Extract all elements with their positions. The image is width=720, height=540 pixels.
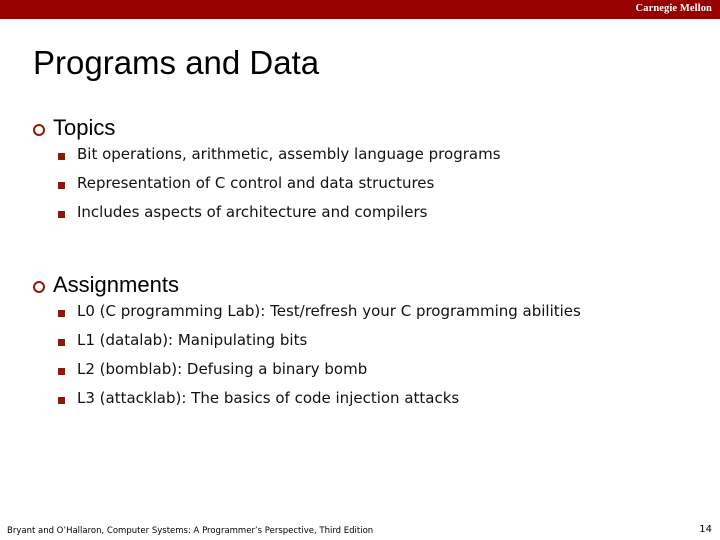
square-bullet-icon — [58, 182, 65, 189]
list-item-text: Representation of C control and data structures — [77, 174, 435, 192]
list-item-text: L2 (bomblab): Defusing a binary bomb — [77, 360, 368, 378]
square-bullet-icon — [58, 211, 65, 218]
footer-citation: Bryant and O’Hallaron, Computer Systems: A Programmer’s Perspective, Third Edition — [7, 526, 374, 536]
list-item-text: Includes aspects of architecture and compilers — [77, 203, 428, 221]
brand-name: Carnegie Mellon — [635, 3, 712, 14]
square-bullet-icon — [58, 310, 65, 317]
square-bullet-icon — [58, 368, 65, 375]
square-bullet-icon — [58, 339, 65, 346]
circle-bullet-icon — [33, 281, 45, 293]
list-item-text: Bit operations, arithmetic, assembly language programs — [77, 145, 501, 163]
square-bullet-icon — [58, 397, 65, 404]
section-label: Assignments — [53, 272, 179, 297]
slide-title: Programs and Data — [33, 44, 320, 81]
section-label: Topics — [53, 115, 116, 140]
list-item-text: L0 (C programming Lab): Test/refresh your C programming abilities — [77, 302, 581, 320]
list-item-text: L3 (attacklab): The basics of code injection attacks — [77, 389, 460, 407]
page-number: 14 — [699, 524, 712, 535]
list-item-text: L1 (datalab): Manipulating bits — [77, 331, 308, 349]
circle-bullet-icon — [33, 124, 45, 136]
square-bullet-icon — [58, 153, 65, 160]
header-bar — [0, 0, 720, 19]
